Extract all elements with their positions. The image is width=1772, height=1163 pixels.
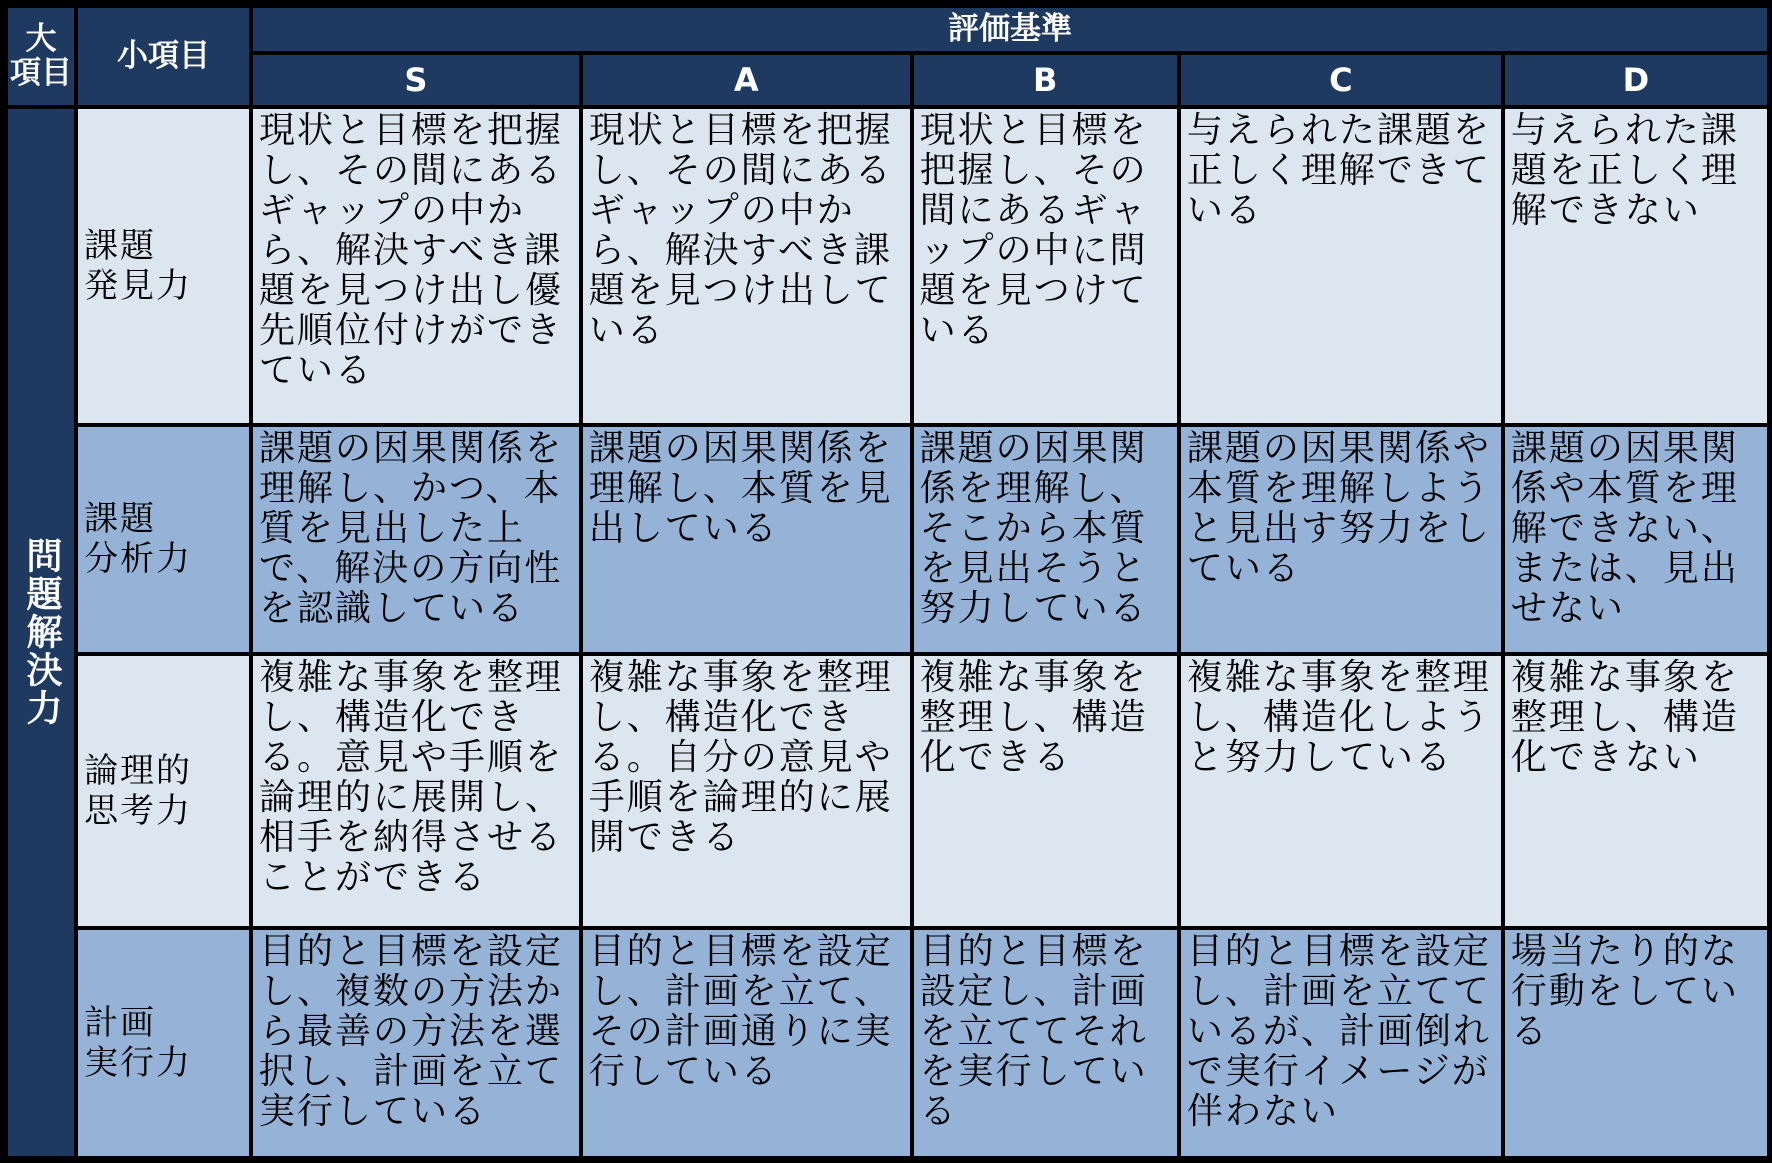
level-s-header: S (253, 55, 579, 104)
criteria-cell-s: 目的と目標を設定し、複数の方法から最善の方法を選択し、計画を立て実行している (253, 930, 579, 1156)
criteria-cell-a: 複雑な事象を整理し、構造化できる。自分の意見や手順を論理的に展開できる (583, 656, 910, 926)
major-item-header: 大 項目 (8, 8, 74, 105)
level-b-header: B (914, 55, 1177, 104)
table-row (8, 427, 1767, 652)
criteria-cell-c: 目的と目標を設定し、計画を立てているが、計画倒れで実行イメージが伴わない (1181, 930, 1501, 1156)
table-row (8, 656, 1767, 926)
criteria-cell-s: 課題の因果関係を理解し、かつ、本質を見出した上で、解決の方向性を認識している (253, 427, 579, 652)
table-row (8, 930, 1767, 1156)
criteria-cell-a: 課題の因果関係を理解し、本質を見出している (583, 427, 910, 652)
level-d-header: D (1505, 55, 1767, 104)
criteria-cell-b: 現状と目標を把握し、その間にあるギャップの中に問題を見つけている (914, 109, 1177, 423)
sub-item-label: 課題 分析力 (78, 427, 249, 652)
criteria-cell-b: 目的と目標を設定し、計画を立ててそれを実行している (914, 930, 1177, 1156)
criteria-cell-s: 複雑な事象を整理し、構造化できる。意見や手順を論理的に展開し、相手を納得させることができる (253, 656, 579, 926)
sub-item-label: 課題 発見力 (78, 109, 249, 423)
minor-item-header: 小項目 (78, 8, 249, 105)
criteria-cell-a: 現状と目標を把握し、その間にあるギャップの中から、解決すべき課題を見つけ出している (583, 109, 910, 423)
evaluation-rubric-table (4, 4, 1771, 1160)
criteria-header: 評価基準 (253, 8, 1767, 51)
table-row (8, 109, 1767, 423)
criteria-cell-c: 課題の因果関係や本質を理解しようと見出す努力をしている (1181, 427, 1501, 652)
criteria-cell-a: 目的と目標を設定し、計画を立て、その計画通りに実行している (583, 930, 910, 1156)
criteria-cell-d: 与えられた課題を正しく理解できない (1505, 109, 1767, 423)
criteria-cell-d: 場当たり的な行動をしている (1505, 930, 1767, 1156)
sub-item-label: 論理的 思考力 (78, 656, 249, 926)
criteria-cell-s: 現状と目標を把握し、その間にあるギャップの中から、解決すべき課題を見つけ出し優先順位付けができている (253, 109, 579, 423)
level-a-header: A (583, 55, 910, 104)
criteria-cell-c: 与えられた課題を正しく理解できている (1181, 109, 1501, 423)
criteria-cell-c: 複雑な事象を整理し、構造化しようと努力している (1181, 656, 1501, 926)
criteria-cell-d: 複雑な事象を整理し、構造化できない (1505, 656, 1767, 926)
level-c-header: C (1181, 55, 1501, 104)
criteria-cell-b: 課題の因果関係を理解し、そこから本質を見出そうと努力している (914, 427, 1177, 652)
sub-item-label: 計画 実行力 (78, 930, 249, 1156)
criteria-cell-d: 課題の因果関係や本質を理解できない、または、見出せない (1505, 427, 1767, 652)
criteria-cell-b: 複雑な事象を整理し、構造化できる (914, 656, 1177, 926)
category-label: 問題解決力 (8, 109, 74, 1157)
